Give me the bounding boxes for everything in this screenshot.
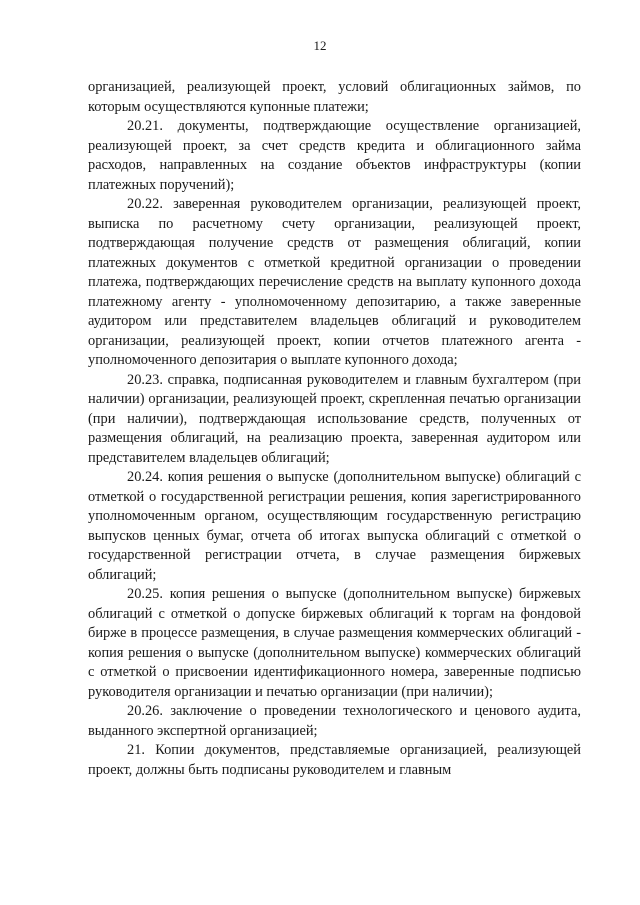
paragraph-20-24: 20.24. копия решения о выпуске (дополнительном выпуске) облигаций с отметкой о государственной регистрации решения, копия зарегистрированного уполномоченным органом, осуществляющим государственную регистрацию выпусков ценных бумаг, отчета об итогах выпуска облигаций с отметкой о государственной регистрации отчета, в случае размещения биржевых облигаций; (88, 469, 581, 583)
paragraph-20-25: 20.25. копия решения о выпуске (дополнительном выпуске) биржевых облигаций с отметкой о допуске биржевых облигаций к торгам на фондовой бирже в процессе размещения, в случае размещения коммерческих облигаций - копия решения о выпуске (дополнительном выпуске) коммерческих облигаций с отметкой о присвоении идентификационного номера, заверенные подписью руководителя организации и печатью организации (при наличии); (88, 586, 581, 700)
document-body (88, 78, 581, 780)
page-number: 12 (313, 38, 327, 53)
paragraph-21: 21. Копии документов, представляемые организацией, реализующей проект, должны быть подписаны руководителем и главным (88, 742, 581, 778)
paragraph-20-21: 20.21. документы, подтверждающие осуществление организацией, реализующей проект, за счет средств кредита и облигационного займа расходов, направленных на создание объектов инфраструктуры (копии платежных поручений); (88, 118, 581, 193)
paragraph-20-26: 20.26. заключение о проведении технологического и ценового аудита, выданного экспертной организацией; (88, 703, 581, 739)
paragraph-20-23: 20.23. справка, подписанная руководителем и главным бухгалтером (при наличии) организации, реализующей проект, скрепленная печатью организации (при наличии), подтверждающая использование средств, полученных от размещения облигаций, на реализацию проекта, заверенная аудитором или представителем владельцев облигаций; (88, 371, 581, 466)
paragraph-20-22: 20.22. заверенная руководителем организации, реализующей проект, выписка по расчетному счету организации, реализующей проект, подтверждающая получение средств от размещения облигаций, копии платежных документов с отметкой кредитной организации о проведении платежа, подтверждающих перечисление средств на выплату купонного дохода платежному агенту - уполномоченному депозитарию, а также заверенные аудитором или представителем владельцев облигаций и руководителем организации, реализующей проект, копии отчетов платежного агента - уполномоченного депозитария о выплате купонного дохода; (88, 196, 581, 368)
paragraph-continuation: организацией, реализующей проект, условий облигационных займов, по которым осуществляются купонные платежи; (88, 79, 581, 115)
